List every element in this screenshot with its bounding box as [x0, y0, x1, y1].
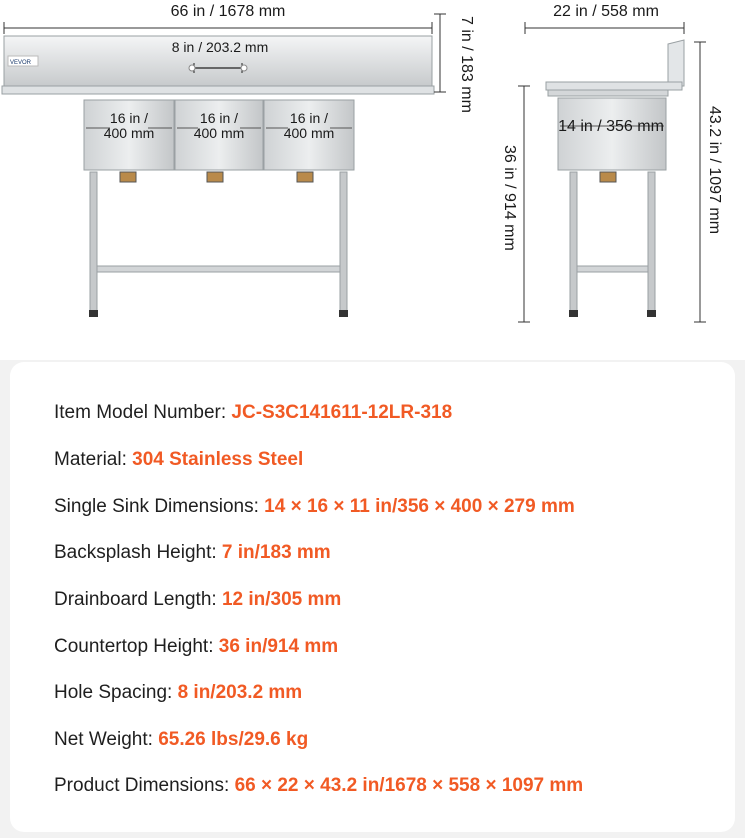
bowl-depth-label: 14 in / 356 mm — [558, 118, 664, 135]
spec-value: 65.26 lbs/29.6 kg — [158, 729, 309, 750]
brand-logo: VEVOR — [10, 60, 32, 66]
depth-label: 22 in / 558 mm — [553, 3, 659, 20]
spec-label: Item Model Number: — [54, 402, 232, 423]
counter-height-label: 36 in / 914 mm — [501, 145, 518, 251]
spec-label: Product Dimensions: — [54, 775, 235, 796]
spec-value: 14 × 16 × 11 in/356 × 400 × 279 mm — [264, 496, 575, 517]
spec-hole-spacing — [54, 682, 302, 704]
spec-product-dimensions — [54, 775, 583, 797]
spec-value: 304 Stainless Steel — [132, 449, 304, 470]
spec-label: Backsplash Height: — [54, 542, 222, 563]
front-view — [2, 14, 446, 317]
spec-label: Hole Spacing: — [54, 682, 178, 703]
width-label: 66 in / 1678 mm — [170, 3, 286, 20]
spec-value: 12 in/305 mm — [221, 589, 342, 610]
spec-value: 36 in/914 mm — [218, 636, 339, 657]
bowl-mid-line1: 16 in / — [199, 110, 239, 126]
spec-net-weight — [54, 729, 308, 751]
spec-label: Material: — [54, 449, 133, 470]
spec-value: 66 × 22 × 43.2 in/1678 × 558 × 1097 mm — [234, 775, 584, 796]
bowl-left-line2: 400 mm — [103, 125, 155, 141]
bowl-right-line2: 400 mm — [283, 125, 335, 141]
bowl-left-line1: 16 in / — [109, 110, 149, 126]
backsplash-height-label: 7 in / 183 mm — [458, 16, 475, 113]
spec-single-sink-dimensions — [54, 496, 575, 518]
spec-label: Single Sink Dimensions: — [54, 496, 265, 517]
product-dimension-drawing — [0, 0, 745, 360]
spec-drainboard-length — [54, 589, 341, 611]
spec-model-number — [54, 402, 452, 424]
sink-diagram — [0, 0, 745, 360]
spec-backsplash-height — [54, 542, 331, 564]
spec-label: Countertop Height: — [54, 636, 219, 657]
side-view — [518, 22, 706, 322]
hole-spacing-label: 8 in / 203.2 mm — [171, 39, 269, 55]
spec-value: 7 in/183 mm — [221, 542, 331, 563]
spec-countertop-height — [54, 636, 338, 658]
total-height-label: 43.2 in / 1097 mm — [706, 106, 723, 235]
spec-value: JC-S3C141611-12LR-318 — [231, 402, 453, 423]
spec-value: 8 in/203.2 mm — [177, 682, 303, 703]
specifications-panel — [10, 362, 735, 832]
bowl-mid-line2: 400 mm — [193, 125, 245, 141]
spec-material — [54, 449, 303, 471]
spec-label: Drainboard Length: — [54, 589, 222, 610]
spec-label: Net Weight: — [54, 729, 159, 750]
bowl-right-line1: 16 in / — [289, 110, 329, 126]
